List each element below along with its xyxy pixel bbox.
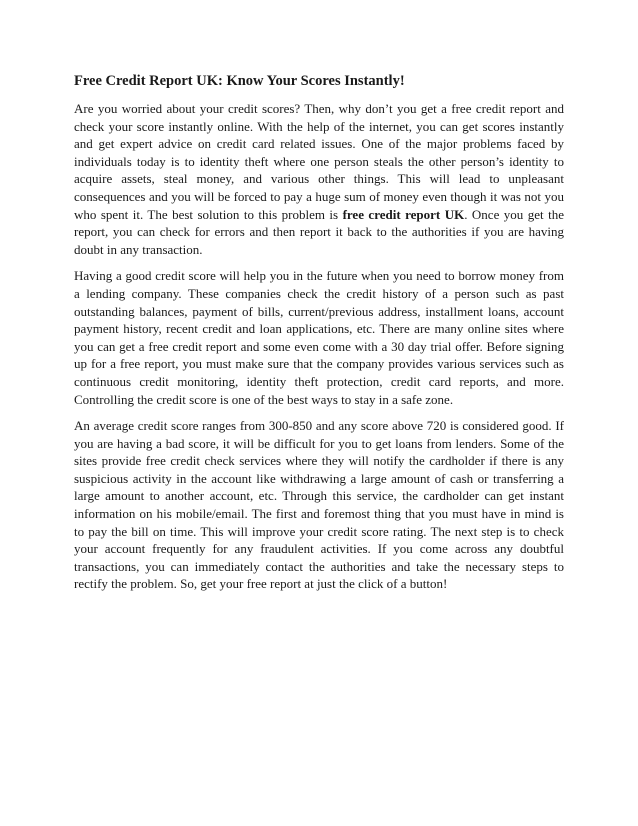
paragraph-credit-score-benefits: Having a good credit score will help you in the future when you need to borrow money from a lending company. These companies check the credit history of a person such as past outstanding balances, payment of bills, current/previous address, installment loans, account payment history, recent credit and loan applications, etc. There are many online sites where you can get a free credit report and some even come with a 30 day trial offer. Before signing up for a free report, you must make sure that the company provides various services such as continuous credit monitoring, identity theft protection, credit card reports, and more. Controlling the credit score is one of the best ways to stay in a safe zone. (74, 268, 564, 407)
keyword-emphasis: free credit report UK (342, 206, 465, 222)
paragraph-credit-score-ranges: An average credit score ranges from 300-850 and any score above 720 is considered good. If you are having a bad score, it will be difficult for you to get loans from lenders. Some of the sites provide free credit check services where they will notify the cardholder if there is any suspicious activity in the account like withdrawing a large amount of cash or transferring a large amount to another account, etc. Through this service, the cardholder can get instant information on his mobile/email. The first and foremost thing that you must have in mind is to pay the bill on time. This will improve your credit score rating. The next step is to check your account frequently for any fraudulent activities. If you come across any doubtful transactions, you can immediately contact the authorities and take the necessary steps to rectify the problem. So, get your free report at just the click of a button! (74, 418, 564, 592)
document-title: Free Credit Report UK: Know Your Scores Instantly! (74, 73, 405, 89)
paragraph-intro-text-before: Are you worried about your credit scores? Then, why don’t you get a free credit report and check your score instantly online. With the help of the internet, you can get scores instantly and get expert advice on credit card related issues. One of the major problems faced by individuals today is to identity theft where one person steals the other person’s identity to acquire assets, steal money, and various other things. This will lead to unpleasant consequences and you will be forced to pay a huge sum of money even though it was not you who spent it. The best solution to this problem is (74, 101, 564, 222)
paragraph-intro (74, 100, 564, 258)
document-page (74, 72, 564, 602)
paragraph-intro-text-after: . Once you get the report, you can check for errors and then report it back to the authorities if you are having doubt in any transaction. (74, 206, 564, 257)
